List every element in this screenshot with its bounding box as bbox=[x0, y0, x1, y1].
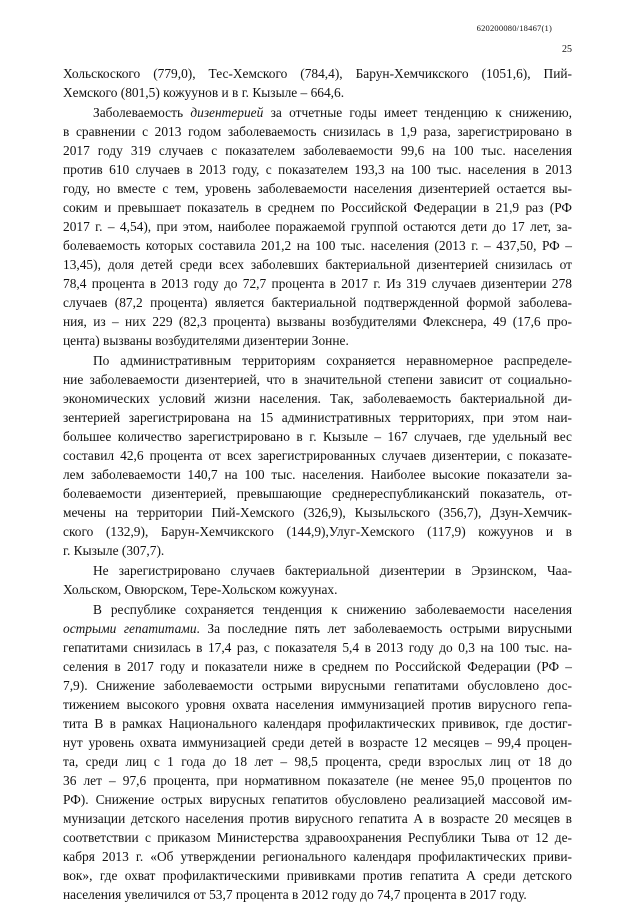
text-line bbox=[63, 427, 572, 446]
body-text bbox=[63, 64, 572, 904]
paragraph bbox=[63, 561, 572, 599]
text-run: ние заболеваемости дизентерией, что в значительной степени зависит от социально- bbox=[63, 372, 572, 387]
text-run: лем заболеваемости 140,7 на 100 тыс. населения. Наиболее высокие показатели за- bbox=[63, 467, 572, 482]
text-run: 36 лет – 97,6 процента, при нормативном показателе (не менее 95,0 процентов по bbox=[63, 773, 572, 788]
text-line bbox=[63, 695, 572, 714]
text-line bbox=[63, 446, 572, 465]
text-line bbox=[63, 733, 572, 752]
page-number: 25 bbox=[562, 44, 572, 55]
text-run: мечены на территории Пий-Хемского (326,9), Кызыльского (356,7), Дзун-Хемчик- bbox=[63, 505, 572, 520]
text-run: в сравнении с 2013 годом заболеваемость снизилась в 1,9 раза, зарегистрировано в bbox=[63, 124, 572, 139]
text-line bbox=[63, 255, 572, 274]
text-run: Не зарегистрировано случаев бактериальной дизентерии в Эрзинском, Чаа- bbox=[93, 563, 572, 578]
text-run: В республике сохраняется тенденция к снижению заболеваемости населения bbox=[93, 602, 572, 617]
text-run: 78,4 процента в 2013 году до 72,7 процента в 2017 г. Из 319 случаев дизентерии 278 bbox=[63, 276, 572, 291]
text-line bbox=[63, 293, 572, 312]
paragraph bbox=[63, 64, 572, 102]
text-line bbox=[63, 274, 572, 293]
text-line bbox=[63, 676, 572, 695]
text-line bbox=[63, 561, 572, 580]
text-run: Хольском, Овюрском, Тере-Хольском кожуунах. bbox=[63, 582, 338, 597]
text-line bbox=[63, 408, 572, 427]
text-run: населения увеличился от 53,7 процента в 2012 году до 74,7 процента в 2017 году. bbox=[63, 887, 527, 902]
text-run: 2017 году 319 случаев с показателем заболеваемости 99,6 на 100 тыс. населения bbox=[63, 143, 572, 158]
text-line bbox=[63, 370, 572, 389]
text-run: экономических условий жизни населения. Так, заболеваемость бактериальной ди- bbox=[63, 391, 572, 406]
document-code: 620200080/18467(1) bbox=[476, 23, 552, 33]
text-line bbox=[63, 771, 572, 790]
text-line bbox=[63, 64, 572, 83]
text-run: По административным территориям сохраняется неравномерное распределе- bbox=[93, 353, 572, 368]
text-line bbox=[63, 503, 572, 522]
text-line bbox=[63, 389, 572, 408]
text-run: кабря 2013 г. «Об утверждении регионального календаря профилактических приви- bbox=[63, 849, 572, 864]
text-run: составил 42,6 процента от всех зарегистрированных случаев дизентерии, с показате- bbox=[63, 448, 572, 463]
text-run: РФ). Снижение острых вирусных гепатитов обусловлено реализацией массовой им- bbox=[63, 792, 572, 807]
text-run: Хемского (801,5) кожуунов и в г. Кызыле – 664,6. bbox=[63, 85, 345, 100]
text-line bbox=[63, 217, 572, 236]
text-line bbox=[63, 809, 572, 828]
text-run: Хольскоского (779,0), Тес-Хемского (784,4), Барун-Хемчикского (1051,6), Пий- bbox=[63, 66, 572, 81]
text-line bbox=[63, 638, 572, 657]
text-line bbox=[63, 580, 572, 599]
text-run: зентерией зарегистрирована на 15 административных территориях, при этом наи- bbox=[63, 410, 572, 425]
text-line bbox=[63, 790, 572, 809]
text-run: 7,9). Снижение заболеваемости острыми вирусными гепатитами обусловлено дос- bbox=[63, 678, 572, 693]
text-run: соким и превышает показатель в среднем по Российской Федерации в 21,9 раз (РФ bbox=[63, 200, 572, 215]
emphasis-text: острыми гепатитами bbox=[63, 621, 197, 636]
paragraph bbox=[63, 103, 572, 350]
paragraph bbox=[63, 351, 572, 560]
text-run: ния, из – них 229 (82,3 процента) вызваны возбудителями Флекснера, 49 (17,6 про- bbox=[63, 314, 572, 329]
text-run: болеваемости дизентерией, превышающие среднереспубликанский показатель, от- bbox=[63, 486, 572, 501]
text-line bbox=[63, 236, 572, 255]
text-line bbox=[63, 312, 572, 331]
text-line bbox=[63, 83, 572, 102]
emphasis-text: дизентерией bbox=[190, 105, 264, 120]
text-line bbox=[63, 160, 572, 179]
text-run: г. Кызыле (307,7). bbox=[63, 543, 165, 558]
text-run: соответствии с приказом Министерства здравоохранения Республики Тыва от 12 де- bbox=[63, 830, 572, 845]
text-line bbox=[63, 141, 572, 160]
text-run: за отчетные годы имеет тенденцию к снижению, bbox=[263, 105, 572, 120]
text-run: мунизации детского населения против вирусного гепатита А в возрасте 20 месяцев в bbox=[63, 811, 572, 826]
text-run: вок», где охват профилактическими прививками против гепатита А среди детского bbox=[63, 868, 572, 883]
text-run: . За последние пять лет заболеваемость острыми вирусными bbox=[196, 621, 572, 636]
text-line bbox=[63, 885, 572, 904]
text-line bbox=[63, 103, 572, 122]
text-line bbox=[63, 198, 572, 217]
text-line bbox=[63, 541, 572, 560]
paragraph bbox=[63, 600, 572, 904]
text-line bbox=[63, 122, 572, 141]
text-line bbox=[63, 752, 572, 771]
text-run: году, но вместе с тем, уровень заболеваемости населения дизентерией остается вы- bbox=[63, 181, 572, 196]
text-run: тижением высокого уровня охвата населения иммунизацией против вирусного гепа- bbox=[63, 697, 572, 712]
text-run: гепатитами снизилась в 17,4 раз, с показателя 5,4 в 2013 году до 0,3 на 100 тыс. на- bbox=[63, 640, 572, 655]
text-run: нут уровень охвата иммунизацией среди детей в возрасте 12 месяцев – 99,4 процен- bbox=[63, 735, 572, 750]
text-line bbox=[63, 465, 572, 484]
text-run: большее количество зарегистрировано в г. Кызыле – 167 случаев, где удельный вес bbox=[63, 429, 572, 444]
text-run: та, среди лиц с 1 года до 18 лет – 98,5 процента, среди взрослых лиц от 18 до bbox=[63, 754, 572, 769]
text-run: против 610 случаев в 2013 году, с показателем 193,3 на 100 тыс. населения в 2013 bbox=[63, 162, 572, 177]
text-line bbox=[63, 331, 572, 350]
text-run: случаев (87,2 процента) является бактериальной подтвержденной формой заболева- bbox=[63, 295, 572, 310]
text-line bbox=[63, 179, 572, 198]
text-run: тита В в рамках Национального календаря профилактических прививок, где достиг- bbox=[63, 716, 572, 731]
text-run: селения в 2017 году и показатели ниже в среднем по Российской Федерации (РФ – bbox=[63, 659, 572, 674]
text-run: цента) вызваны возбудителями дизентерии Зонне. bbox=[63, 333, 349, 348]
text-line bbox=[63, 351, 572, 370]
text-line bbox=[63, 657, 572, 676]
text-line bbox=[63, 828, 572, 847]
text-run: ского (132,9), Барун-Хемчикского (144,9),Улуг-Хемского (117,9) кожуунов и в bbox=[63, 524, 572, 539]
text-line bbox=[63, 619, 572, 638]
text-run: 2017 г. – 4,54), при этом, наиболее поражаемой группой остаются дети до 17 лет, за- bbox=[63, 219, 572, 234]
text-run: Заболеваемость bbox=[93, 105, 191, 120]
text-line bbox=[63, 714, 572, 733]
text-line bbox=[63, 522, 572, 541]
text-line bbox=[63, 847, 572, 866]
text-line bbox=[63, 484, 572, 503]
text-run: болеваемость которых составила 201,2 на 100 тыс. населения (2013 г. – 437,50, РФ – bbox=[63, 238, 572, 253]
text-line bbox=[63, 600, 572, 619]
text-run: 13,45), доля детей среди всех заболевших бактериальной дизентерией снизилась от bbox=[63, 257, 572, 272]
text-line bbox=[63, 866, 572, 885]
